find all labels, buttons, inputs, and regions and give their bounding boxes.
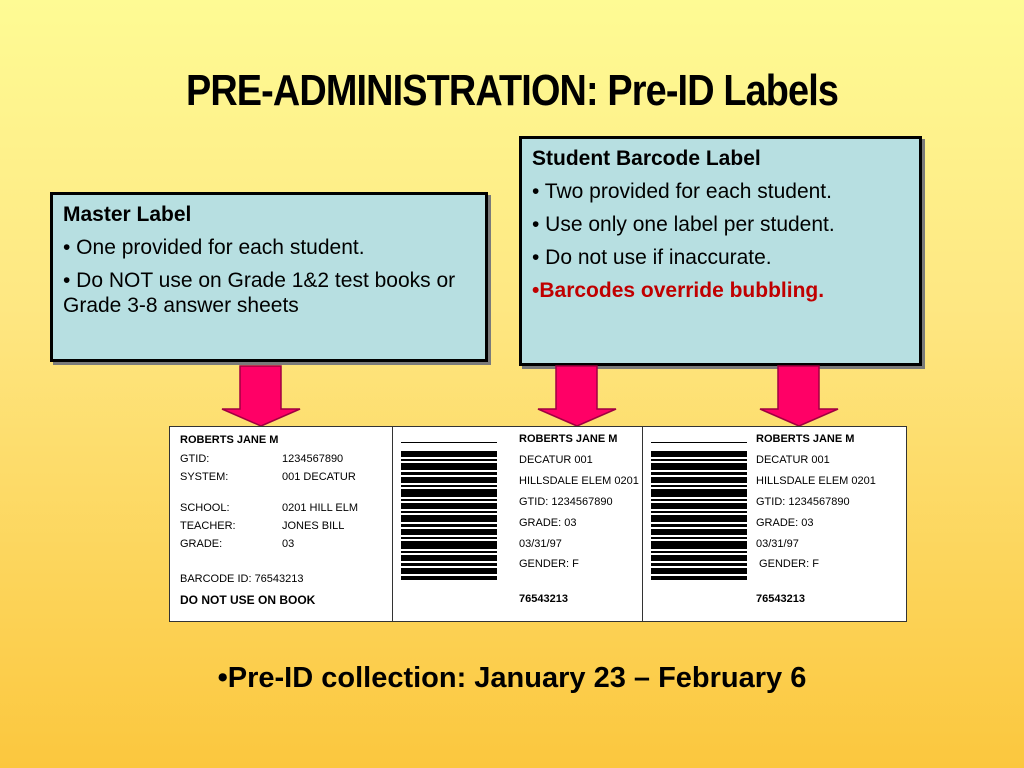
barcode-graphic [651,442,747,582]
system-value: 001 DECATUR [282,471,356,483]
barcode-number: 76543213 [756,593,805,605]
teacher-value: JONES BILL [282,520,345,532]
master-label-bullet: • One provided for each student. [63,236,365,259]
do-not-use-warning: DO NOT USE ON BOOK [180,593,316,607]
grade-line: GRADE: 03 [519,517,577,529]
down-arrow-icon [536,365,618,427]
student-barcode-heading: Student Barcode Label [532,147,761,170]
gender-line: GENDER: F [519,558,579,570]
barcode-number: 76543213 [519,593,568,605]
dob-line: 03/31/97 [756,538,799,550]
system-key: SYSTEM: [180,471,229,483]
student-barcode-bullet: • Two provided for each student. [532,180,832,203]
barcode-label-sample [392,426,644,622]
down-arrow-icon [220,365,302,427]
grade-line: GRADE: 03 [756,517,814,529]
grade-value: 03 [282,538,295,550]
gtid-line: GTID: 1234567890 [756,496,850,508]
gtid-line: GTID: 1234567890 [519,496,613,508]
master-label-heading: Master Label [63,203,192,226]
student-barcode-bullet: • Do not use if inaccurate. [532,246,772,269]
student-name: ROBERTS JANE M [756,433,855,445]
student-barcode-bullet: • Use only one label per student. [532,213,835,236]
grade-key: GRADE: [180,538,223,550]
gtid-value: 1234567890 [282,453,344,465]
student-name: ROBERTS JANE M [519,433,618,445]
master-label-bullet: • Do NOT use on Grade 1&2 test books or Grade 3-8 answer sheets [63,269,456,317]
student-barcode-callout [519,136,922,366]
gtid-key: GTID: [180,453,210,465]
pre-id-collection-dates: •Pre-ID collection: January 23 – February 6 [217,662,807,694]
barcode-id: BARCODE ID: 76543213 [180,573,304,585]
system-line: DECATUR 001 [756,454,830,466]
barcode-override-note: •Barcodes override bubbling. [532,279,825,302]
barcode-graphic [401,442,497,582]
teacher-key: TEACHER: [180,520,236,532]
school-key: SCHOOL: [180,502,230,514]
school-value: 0201 HILL ELM [282,502,359,514]
down-arrow-icon [758,365,840,427]
school-line: HILLSDALE ELEM 0201 [519,475,639,487]
dob-line: 03/31/97 [519,538,562,550]
barcode-label-sample [642,426,907,622]
school-line: HILLSDALE ELEM 0201 [756,475,876,487]
gender-line: GENDER: F [756,558,819,570]
master-label-sample [169,426,394,622]
system-line: DECATUR 001 [519,454,593,466]
slide-title: PRE-ADMINISTRATION: Pre-ID Labels [185,66,839,115]
student-name: ROBERTS JANE M [180,434,279,446]
master-label-callout [50,192,488,362]
